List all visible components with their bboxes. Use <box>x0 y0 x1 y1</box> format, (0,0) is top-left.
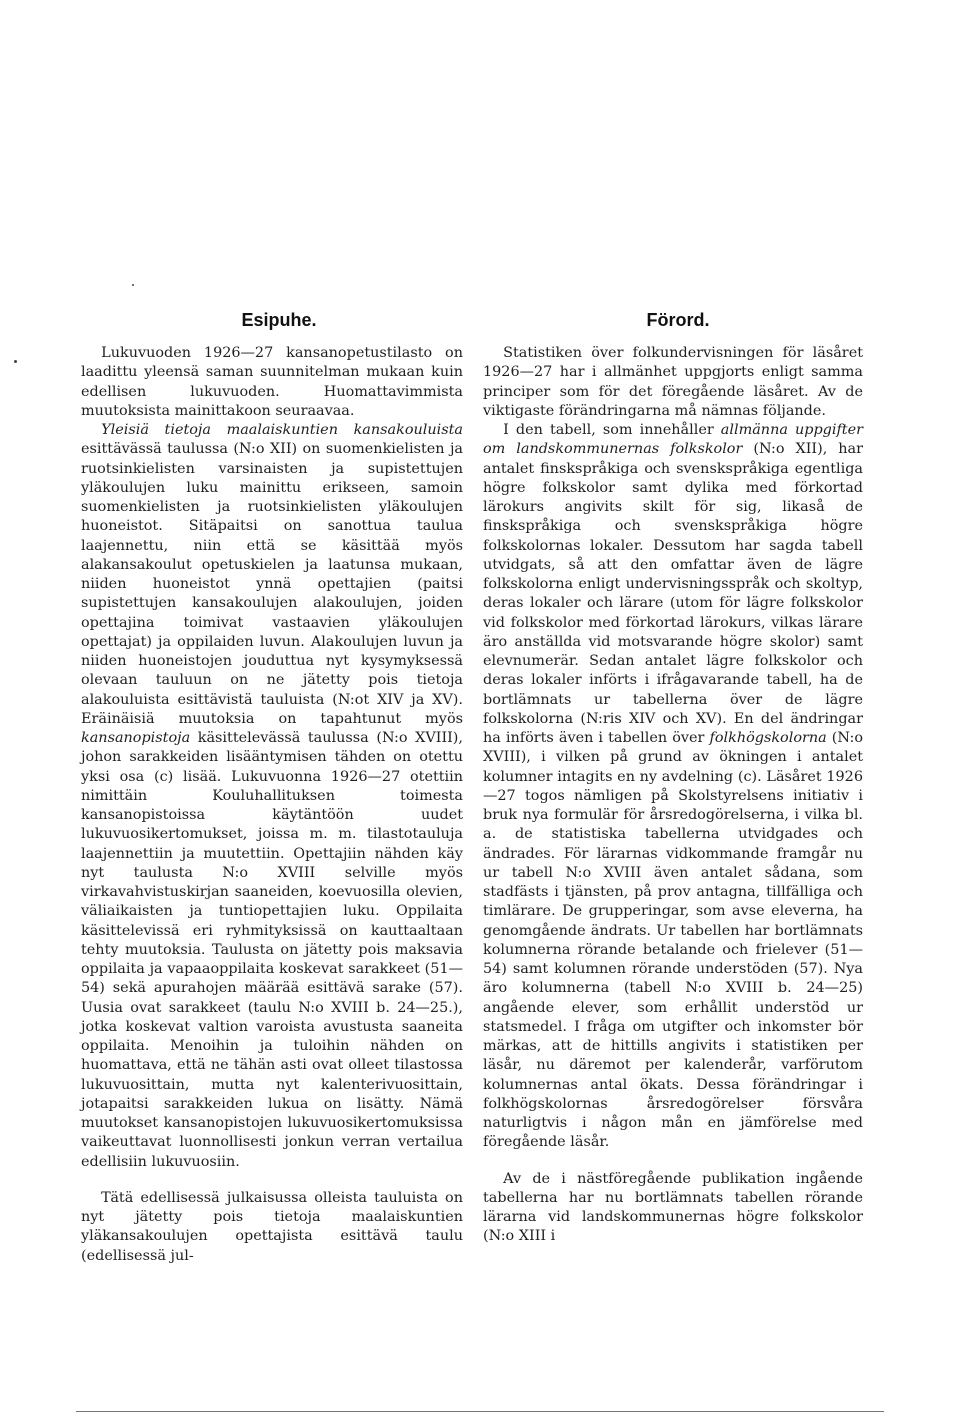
swedish-body <box>483 344 863 1247</box>
paragraph <box>483 421 863 1153</box>
text-run: Tätä edellisessä julkaisussa olleista tauluista on nyt jätetty pois tietoja maalaiskuntien yläkansakoulujen opettajista esittävä taulu (edellisessä jul- <box>81 1189 463 1264</box>
bottom-rule <box>76 1411 884 1412</box>
italic-run: folkhögskolorna <box>709 730 827 746</box>
text-run: käsittelevässä taulussa (N:o XVIII), johon sarakkeiden lisääntymisen tähden on otettu yksi osa (c) lisää. Lukuvuonna 1926—27 otettiin nimittäin Kouluhallituksen toimesta kansanopistoissa käytäntöön uudet lukuvuosikertomukset, joissa m. m. tilastotauluja laajennettiin ja muutettiin. Opettajiin nähden käy nyt taulusta N:o XVIII selville myös virkavahvistuskirjan saaneiden, koevuosilla olevien, väliaikaisten ja tuntiopettajien luku. Oppilaita käsittelevissä eri ryhmityksissä on kauttaaltaan tehty muutoksia. Taulusta on jätetty pois maksavia oppilaita ja vapaaoppilaita koskevat sarakkeet (51—54) sekä apurahojen määrää esittävä sarake (57). Uusia ovat sarakkeet (taulu N:o XVIII b. 24—25.), jotka koskevat valtion varoista avustusta saaneita oppilaita. Menoihin ja tuloihin nähden on huomattava, että ne tähän asti ovat olleet tilastossa lukuvuosittain, mutta nyt kalenterivuosittain, jotapaitsi sarakkeiden lukua on lisätty. Nämä muutokset kansanopistojen lukuvuosikertomuksissa vaikeuttavat luonnollisesti jonkun verran vertailua edellisiin lukuvuosiin. <box>81 730 463 1170</box>
scan-speck <box>132 284 134 286</box>
text-run: I den tabell, som innehåller <box>503 422 721 438</box>
paragraph <box>483 344 863 421</box>
swedish-heading: Förord. <box>646 310 710 330</box>
paragraph <box>81 344 463 421</box>
italic-run: allmänna uppgifter om landskommunernas folkskolor <box>483 422 863 458</box>
text-run: Lukuvuoden 1926—27 kansanopetustilasto on laadittu yleensä saman suunnitelman mukaan kuin edellisen lukuvuoden. Huomattavimmista muutoksista mainittakoon seuraavaa. <box>81 345 463 419</box>
text-run: Av de i nästföregående publikation ingående tabellerna har nu bortlämnats tabellen rörande lärarna vid landskommunernas högre folkskolor (N:o XIII i <box>483 1170 863 1245</box>
italic-run: Yleisiä tietoja maalaiskuntien kansakouluista <box>101 422 463 438</box>
text-run: (N:o XVIII), i vilken på grund av ökningen i antalet kolumner intagits en ny avdelning (c). Läsåret 1926—27 togos nämligen på Skolstyrelsens initiativ i bruk nya formulär för årsredogörelserna, i vilka bl. a. de statistiska tabellerna utvidgades och ändrades. För lärarnas vidkommande framgår nu ur tabell N:o XVIII även antalet sådana, som stadfästs i tjänsten, på prov antagna, tillfälliga och timlärare. De grupperingar, som avse eleverna, ha genomgående ändrats. Ur tabellen har bortlämnats kolumnerna rörande betalande och frielever (51—54) samt kolumnen rörande understöden (57). Nya äro kolumnerna (tabell N:o XVIII b. 24—25) angående elever, som erhållit understöd ur statsmedel. I fråga om utgifter och inkomster bör märkas, att de hittills angivits i statistiken per läsår, nu däremot per kalenderår, varförutom kolumnernas antal ökats. Dessa förändringar i folkhögskolornas årsredogörelser försvåra naturligtvis i någon mån en jämförelse med föregående läsår. <box>483 730 864 1151</box>
paragraph <box>483 1170 863 1247</box>
text-run: Statistiken över folkundervisningen för läsåret 1926—27 har i allmänhet uppgjorts enligt samma principer som för det föregående läsåret. Av de viktigaste förändringarna må nämnas följande. <box>483 345 863 419</box>
paragraph <box>81 1189 463 1266</box>
paragraph <box>81 421 463 1172</box>
finnish-column <box>81 308 463 1266</box>
swedish-column <box>483 308 863 1247</box>
italic-run: kansanopistoja <box>81 730 191 746</box>
finnish-body <box>81 344 463 1266</box>
text-run: esittävässä taulussa (N:o XII) on suomenkielisten ja ruotsinkielisten varsinaisten ja supistettujen yläkoulujen luku mainittu erikseen, samoin suomenkielisten ja ruotsinkielisten yläkoulujen huoneistot. Sitäpaitsi on sanottua taulua laajennettu, niin että se käsittää myös alakansakoulut opetuskielen ja laatunsa mukaan, niiden huoneistot ynnä opettajien (paitsi supistettujen kansakoulujen alakoulujen, joiden opettajina toimivat vastaavien yläkoulujen opettajat) ja oppilaiden luvun. Alakoulujen luvun ja niiden huoneistojen jouduttua nyt kysymyksessä olevaan tauluun on ne jätetty pois tietoja alakouluista esittävistä tauluista (N:ot XIV ja XV). Eräinäisiä muutoksia on tapahtunut myös <box>81 441 463 727</box>
scan-speck <box>14 360 17 363</box>
finnish-heading: Esipuhe. <box>241 310 317 330</box>
text-run: (N:o XII), har antalet finskspråkiga och svenskspråkiga egentliga högre folkskolor samt dylika med förkortad lärokurs angivits skilt för sig, likaså de finskspråkiga och svenskspråkiga högre folkskolornas lokaler. Dessutom har sagda tabell utvidgats, så att den omfattar även de lägre folkskolorna enligt undervisningsspråk och skoltyp, deras lokaler och lärare (utom för lägre folkskolor vid folkskolor med förkortad lärokurs, vilkas lärare äro anställda vid motsvarande högre skolor) samt elevnumerär. Sedan antalet lägre folkskolor och deras lokaler införts i ifrågavarande tabell, ha de bortlämnats ur tabellerna över de lägre folkskolorna (N:ris XIV och XV). En del ändringar ha införts även i tabellen över <box>483 441 863 746</box>
